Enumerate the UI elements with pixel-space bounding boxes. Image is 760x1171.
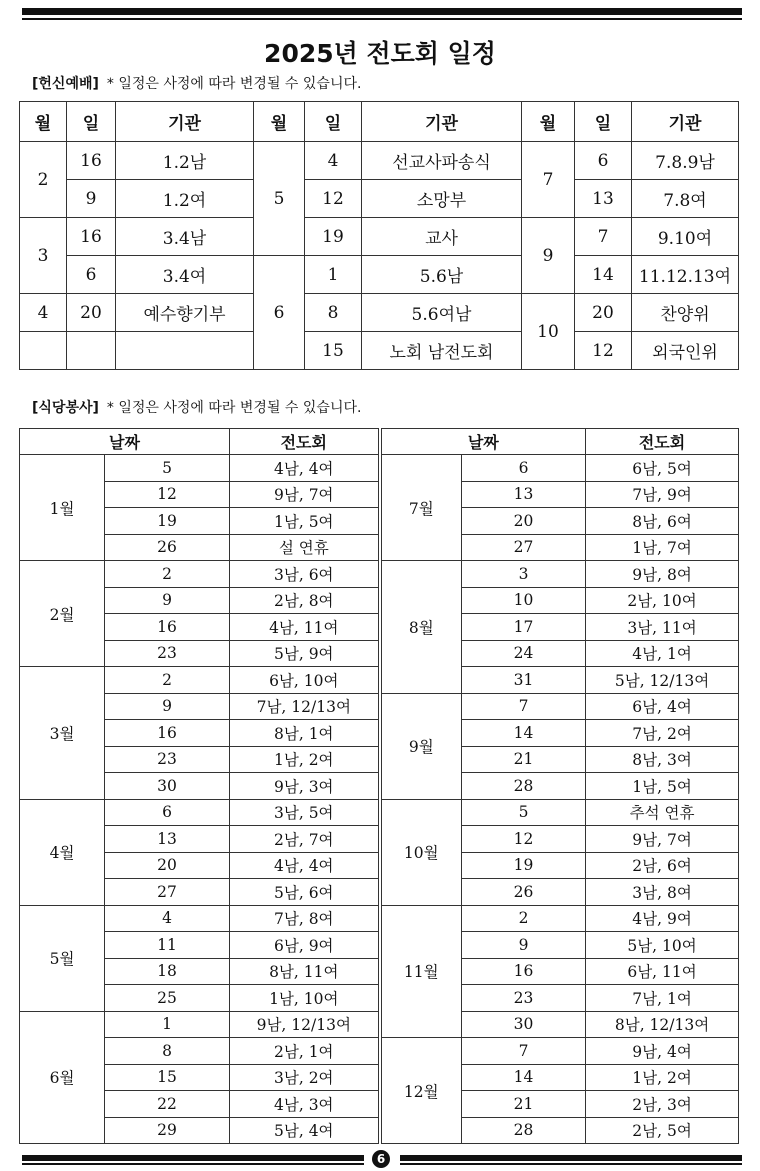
org-cell: 5.6남 [362, 256, 522, 294]
group-cell: 6남, 11여 [586, 958, 739, 985]
group-cell: 1남, 5여 [230, 508, 380, 535]
month-cell: 9월 [380, 693, 462, 799]
group-cell: 2남, 1여 [230, 1038, 380, 1065]
day-cell: 20 [67, 294, 116, 332]
table-row [20, 455, 739, 482]
org-cell: 찬양위 [632, 294, 739, 332]
month-cell: 4 [20, 294, 67, 332]
group-cell: 8남, 11여 [230, 958, 380, 985]
org-cell: 5.6여남 [362, 294, 522, 332]
table-row [20, 932, 739, 959]
day-cell: 30 [105, 773, 230, 800]
table-row [20, 1011, 739, 1038]
day-cell: 19 [305, 218, 362, 256]
day-cell: 16 [105, 720, 230, 747]
day-cell: 1 [305, 256, 362, 294]
group-cell: 1남, 7여 [586, 534, 739, 561]
month-cell: 11월 [380, 905, 462, 1038]
org-cell: 선교사파송식 [362, 142, 522, 180]
group-cell: 8남, 12/13여 [586, 1011, 739, 1038]
month-cell: 2 [20, 142, 67, 218]
table-row [20, 1038, 739, 1065]
empty-cell [20, 332, 67, 370]
table-row [20, 826, 739, 853]
month-cell: 12월 [380, 1038, 462, 1144]
day-cell: 6 [575, 142, 632, 180]
day-cell: 23 [105, 640, 230, 667]
month-cell: 8월 [380, 561, 462, 694]
day-cell: 14 [462, 1064, 586, 1091]
table-row [20, 720, 739, 747]
day-cell: 9 [105, 693, 230, 720]
day-cell: 14 [462, 720, 586, 747]
group-cell: 2남, 5여 [586, 1117, 739, 1144]
day-cell: 26 [105, 534, 230, 561]
day-cell: 16 [67, 142, 116, 180]
month-cell: 1월 [20, 455, 105, 561]
empty-cell [116, 332, 254, 370]
group-cell: 6남, 5여 [586, 455, 739, 482]
day-cell: 18 [105, 958, 230, 985]
day-cell: 20 [575, 294, 632, 332]
org-cell: 교사 [362, 218, 522, 256]
table-row [20, 294, 739, 332]
day-cell: 27 [105, 879, 230, 906]
group-cell: 7남, 9여 [586, 481, 739, 508]
header-month: 월 [20, 102, 67, 142]
group-cell: 5남, 4여 [230, 1117, 380, 1144]
group-cell: 9남, 3여 [230, 773, 380, 800]
header-day: 일 [305, 102, 362, 142]
month-cell: 7 [522, 142, 575, 218]
group-cell: 5남, 10여 [586, 932, 739, 959]
day-cell: 22 [105, 1091, 230, 1118]
header-day: 일 [575, 102, 632, 142]
day-cell: 13 [462, 481, 586, 508]
month-cell: 5월 [20, 905, 105, 1011]
page-title: 2025년 전도회 일정 [264, 39, 496, 68]
table-row [20, 218, 739, 256]
day-cell: 6 [462, 455, 586, 482]
month-cell: 7월 [380, 455, 462, 561]
group-cell: 7남, 1여 [586, 985, 739, 1012]
section-label-kitchen [32, 397, 361, 417]
day-cell: 6 [105, 799, 230, 826]
month-cell: 2월 [20, 561, 105, 667]
day-cell: 15 [305, 332, 362, 370]
day-cell: 28 [462, 1117, 586, 1144]
table-row [20, 958, 739, 985]
day-cell: 2 [105, 667, 230, 694]
group-cell: 8남, 6여 [586, 508, 739, 535]
org-cell: 11.12.13여 [632, 256, 739, 294]
section-title: [헌신예배] [32, 76, 99, 92]
header-org: 기관 [116, 102, 254, 142]
day-cell: 17 [462, 614, 586, 641]
group-cell: 5남, 6여 [230, 879, 380, 906]
group-cell: 6남, 4여 [586, 693, 739, 720]
group-cell: 2남, 8여 [230, 587, 380, 614]
table-row [20, 773, 739, 800]
day-cell: 11 [105, 932, 230, 959]
header-month: 월 [254, 102, 305, 142]
day-cell: 20 [105, 852, 230, 879]
table-row [20, 534, 739, 561]
group-cell: 3남, 11여 [586, 614, 739, 641]
table-row [20, 142, 739, 180]
group-cell: 1남, 5여 [586, 773, 739, 800]
month-cell: 6 [254, 256, 305, 370]
org-cell: 소망부 [362, 180, 522, 218]
day-cell: 9 [67, 180, 116, 218]
day-cell: 31 [462, 667, 586, 694]
header-month: 월 [522, 102, 575, 142]
month-cell: 5 [254, 142, 305, 256]
day-cell: 5 [462, 799, 586, 826]
month-cell: 3월 [20, 667, 105, 800]
org-cell: 9.10여 [632, 218, 739, 256]
day-cell: 20 [462, 508, 586, 535]
page-number: 6 [372, 1150, 390, 1168]
day-cell: 1 [105, 1011, 230, 1038]
header-org: 기관 [632, 102, 739, 142]
day-cell: 16 [67, 218, 116, 256]
group-cell: 9남, 8여 [586, 561, 739, 588]
group-cell: 7남, 12/13여 [230, 693, 380, 720]
day-cell: 2 [105, 561, 230, 588]
group-cell: 5남, 9여 [230, 640, 380, 667]
day-cell: 23 [105, 746, 230, 773]
day-cell: 4 [105, 905, 230, 932]
day-cell: 12 [462, 826, 586, 853]
table-row [20, 256, 739, 294]
header-date: 날짜 [380, 429, 586, 455]
day-cell: 10 [462, 587, 586, 614]
day-cell: 4 [305, 142, 362, 180]
table-header-row [20, 429, 739, 455]
table-row [20, 561, 739, 588]
empty-cell [67, 332, 116, 370]
day-cell: 2 [462, 905, 586, 932]
day-cell: 24 [462, 640, 586, 667]
day-cell: 15 [105, 1064, 230, 1091]
org-cell: 7.8.9남 [632, 142, 739, 180]
month-cell: 6월 [20, 1011, 105, 1144]
group-cell: 2남, 3여 [586, 1091, 739, 1118]
worship-schedule-table [19, 101, 739, 370]
day-cell: 25 [105, 985, 230, 1012]
day-cell: 13 [105, 826, 230, 853]
group-cell: 6남, 9여 [230, 932, 380, 959]
table-row [20, 332, 739, 370]
group-cell: 1남, 2여 [586, 1064, 739, 1091]
group-cell: 4남, 4여 [230, 852, 380, 879]
group-cell: 4남, 4여 [230, 455, 380, 482]
day-cell: 12 [105, 481, 230, 508]
day-cell: 7 [462, 693, 586, 720]
table-row [20, 667, 739, 694]
table-row [20, 1064, 739, 1091]
day-cell: 23 [462, 985, 586, 1012]
header-date: 날짜 [20, 429, 230, 455]
top-rule [22, 8, 742, 22]
table-row [20, 481, 739, 508]
group-cell: 3남, 6여 [230, 561, 380, 588]
day-cell: 12 [575, 332, 632, 370]
section-label-worship [32, 73, 361, 93]
header-group: 전도회 [586, 429, 739, 455]
org-cell: 3.4남 [116, 218, 254, 256]
org-cell: 1.2남 [116, 142, 254, 180]
group-cell: 7남, 8여 [230, 905, 380, 932]
day-cell: 8 [305, 294, 362, 332]
group-cell: 5남, 12/13여 [586, 667, 739, 694]
header-group: 전도회 [230, 429, 380, 455]
table-row [20, 852, 739, 879]
day-cell: 3 [462, 561, 586, 588]
table-row [20, 746, 739, 773]
day-cell: 21 [462, 746, 586, 773]
table-row [20, 985, 739, 1012]
table-row [20, 799, 739, 826]
kitchen-service-table [19, 428, 739, 1144]
day-cell: 7 [462, 1038, 586, 1065]
group-cell: 설 연휴 [230, 534, 380, 561]
day-cell: 7 [575, 218, 632, 256]
day-cell: 28 [462, 773, 586, 800]
table-row [20, 587, 739, 614]
header-day: 일 [67, 102, 116, 142]
group-cell: 8남, 3여 [586, 746, 739, 773]
header-org: 기관 [362, 102, 522, 142]
group-cell: 2남, 10여 [586, 587, 739, 614]
table-row [20, 879, 739, 906]
group-cell: 1남, 10여 [230, 985, 380, 1012]
table-header-row [20, 102, 739, 142]
group-cell: 3남, 8여 [586, 879, 739, 906]
day-cell: 5 [105, 455, 230, 482]
day-cell: 9 [462, 932, 586, 959]
day-cell: 8 [105, 1038, 230, 1065]
day-cell: 16 [105, 614, 230, 641]
group-cell: 4남, 3여 [230, 1091, 380, 1118]
day-cell: 12 [305, 180, 362, 218]
group-cell: 9남, 7여 [586, 826, 739, 853]
month-cell: 10월 [380, 799, 462, 905]
group-cell: 8남, 1여 [230, 720, 380, 747]
org-cell: 7.8여 [632, 180, 739, 218]
day-cell: 19 [462, 852, 586, 879]
day-cell: 9 [105, 587, 230, 614]
table-row [20, 640, 739, 667]
group-cell: 2남, 6여 [586, 852, 739, 879]
section-note: * 일정은 사정에 따라 변경될 수 있습니다. [106, 76, 362, 92]
day-cell: 19 [105, 508, 230, 535]
day-cell: 16 [462, 958, 586, 985]
table-row [20, 508, 739, 535]
org-cell: 노회 남전도회 [362, 332, 522, 370]
org-cell: 예수향기부 [116, 294, 254, 332]
table-row [20, 1117, 739, 1144]
group-cell: 6남, 10여 [230, 667, 380, 694]
month-cell: 3 [20, 218, 67, 294]
month-cell: 9 [522, 218, 575, 294]
day-cell: 30 [462, 1011, 586, 1038]
group-cell: 9남, 4여 [586, 1038, 739, 1065]
table-row [20, 693, 739, 720]
group-cell: 4남, 9여 [586, 905, 739, 932]
section-note: * 일정은 사정에 따라 변경될 수 있습니다. [106, 400, 362, 416]
group-cell: 1남, 2여 [230, 746, 380, 773]
section-title: [식당봉사] [32, 400, 99, 416]
group-cell: 3남, 5여 [230, 799, 380, 826]
month-cell: 4월 [20, 799, 105, 905]
day-cell: 29 [105, 1117, 230, 1144]
group-cell: 추석 연휴 [586, 799, 739, 826]
org-cell: 외국인위 [632, 332, 739, 370]
group-cell: 9남, 7여 [230, 481, 380, 508]
group-cell: 9남, 12/13여 [230, 1011, 380, 1038]
table-row [20, 180, 739, 218]
day-cell: 27 [462, 534, 586, 561]
group-cell: 3남, 2여 [230, 1064, 380, 1091]
day-cell: 6 [67, 256, 116, 294]
day-cell: 26 [462, 879, 586, 906]
table-row [20, 1091, 739, 1118]
day-cell: 21 [462, 1091, 586, 1118]
org-cell: 3.4여 [116, 256, 254, 294]
group-cell: 7남, 2여 [586, 720, 739, 747]
month-cell: 10 [522, 294, 575, 370]
table-row [20, 905, 739, 932]
group-cell: 4남, 1여 [586, 640, 739, 667]
org-cell: 1.2여 [116, 180, 254, 218]
day-cell: 13 [575, 180, 632, 218]
group-cell: 4남, 11여 [230, 614, 380, 641]
day-cell: 14 [575, 256, 632, 294]
group-cell: 2남, 7여 [230, 826, 380, 853]
table-row [20, 614, 739, 641]
